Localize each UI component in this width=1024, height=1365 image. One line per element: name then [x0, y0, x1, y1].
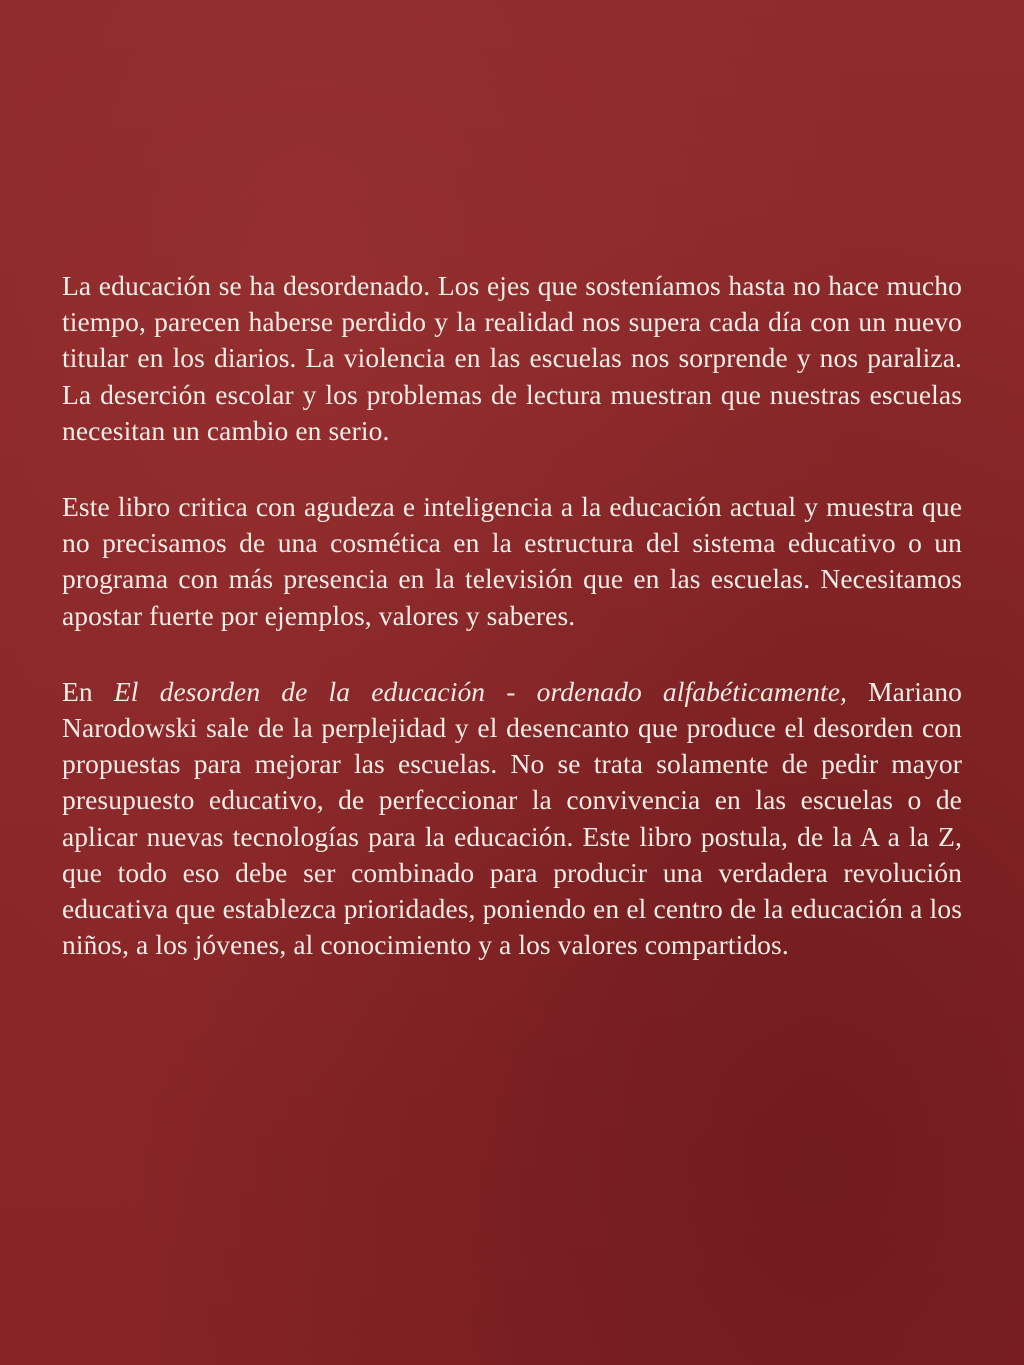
- paragraph-body: Mariano Narodowski sale de la perplejidad y el desencanto que produce el desorden con propuestas para mejorar las escuelas. No se trata solamente de pedir mayor presupuesto educativo, de perfeccionar la convivencia en las escuelas o de aplicar nuevas tecnologías para la educación. Este libro postula, de la A a la Z, que todo eso debe ser combinado para producir una verdadera revolución educativa que establezca prioridades, poniendo en el centro de la educación a los niños, a los jóvenes, al conocimiento y a los valores compartidos.: [62, 675, 962, 961]
- blurb-text: [62, 268, 962, 963]
- paragraph-lead-word: En: [62, 675, 93, 707]
- blurb-paragraph-2: Este libro critica con agudeza e inteligencia a la educación actual y muestra que no precisamos de una cosmética en la estructura del sistema educativo o un programa con más presencia en la televisión que en las escuelas. Necesitamos apostar fuerte por ejemplos, valores y saberes.: [62, 491, 962, 631]
- blurb-paragraph-1: La educación se ha desordenado. Los ejes que sosteníamos hasta no hace mucho tiempo, parecen haberse perdido y la realidad nos supera cada día con un nuevo titular en los diarios. La violencia en las escuelas nos sorprende y nos paraliza. La deserción escolar y los problemas de lectura muestran que nuestras escuelas necesitan un cambio en serio.: [62, 270, 962, 446]
- book-title-italic: El desorden de la educación - ordenado alfabéticamente,: [113, 675, 848, 707]
- blurb-paragraph-3: [62, 674, 962, 964]
